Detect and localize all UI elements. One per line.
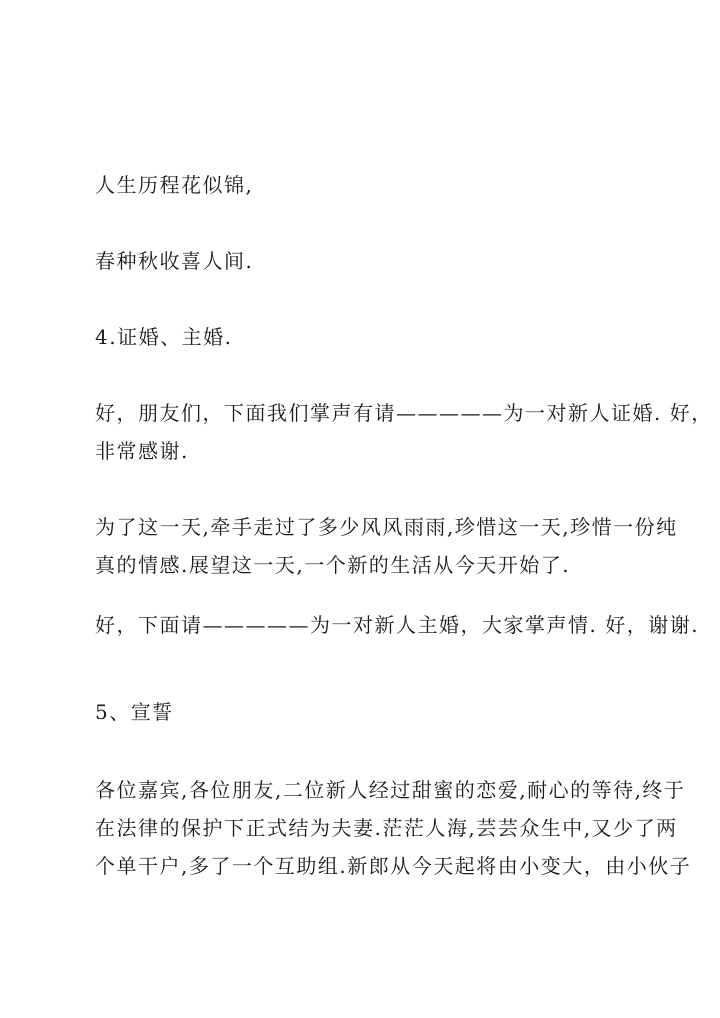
text-line: 在法律的保护下正式结为夫妻.茫茫人海,芸芸众生中,又少了两 bbox=[95, 816, 678, 840]
paragraph-6 bbox=[95, 606, 700, 644]
text-line: 真的情感.展望这一天,一个新的生活从今天开始了. bbox=[95, 553, 571, 577]
section-heading-4 bbox=[95, 318, 640, 356]
text-line: 非常感谢. bbox=[95, 439, 189, 463]
text-line: 各位嘉宾,各位朋友,二位新人经过甜蜜的恋爱,耐心的等待,终于 bbox=[95, 778, 686, 802]
paragraph-5 bbox=[95, 508, 678, 584]
text-line: 春种秋收喜人间. bbox=[95, 249, 254, 273]
paragraph-8 bbox=[95, 771, 692, 885]
text-line: 人生历程花似锦, bbox=[95, 173, 254, 197]
text-line: 4.证婚、主婚. bbox=[95, 325, 233, 349]
text-line: 5、宣誓 bbox=[95, 700, 174, 724]
text-line: 为了这一天,牵手走过了多少风风雨雨,珍惜这一天,珍惜一份纯 bbox=[95, 515, 678, 539]
text-line: 好，下面请—————为一对新人主婚，大家掌声情. 好，谢谢. bbox=[95, 613, 700, 637]
text-line: 好，朋友们，下面我们掌声有请—————为一对新人证婚. 好， bbox=[95, 401, 713, 425]
paragraph-4 bbox=[95, 394, 713, 470]
text-line: 个单干户,多了一个互助组.新郎从今天起将由小变大，由小伙子 bbox=[95, 854, 692, 878]
paragraph-1 bbox=[95, 166, 640, 204]
section-heading-5 bbox=[95, 693, 640, 731]
paragraph-2 bbox=[95, 242, 640, 280]
